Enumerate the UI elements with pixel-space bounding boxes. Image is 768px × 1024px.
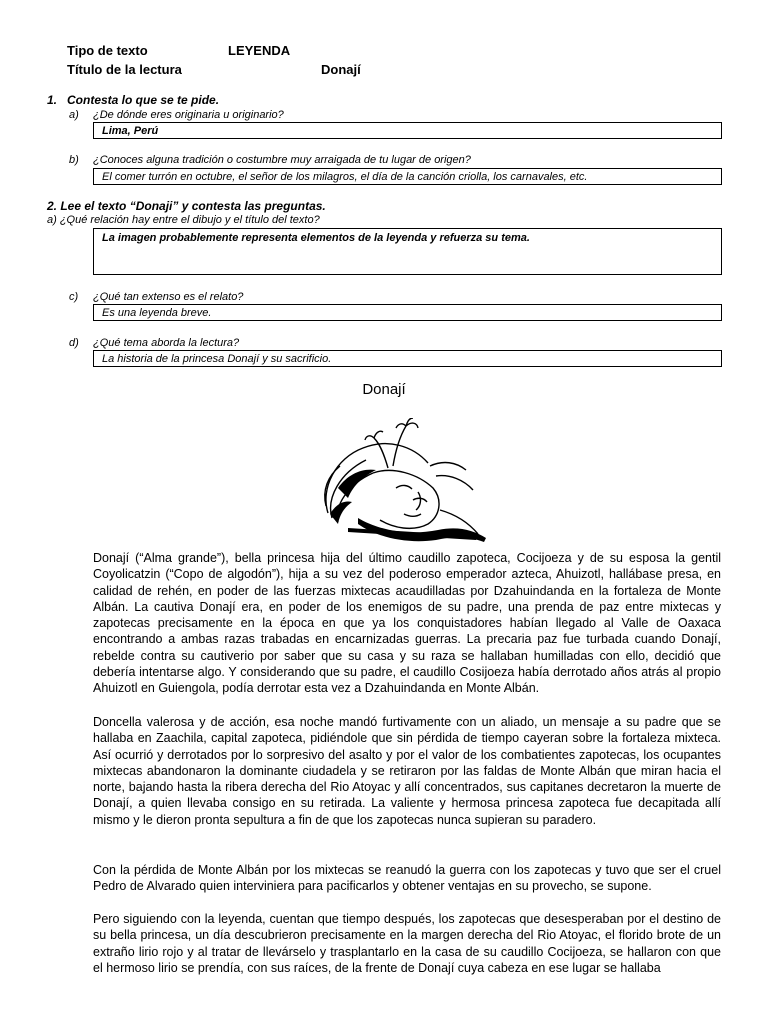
question-c-letter: c) — [69, 291, 79, 303]
donaji-illustration — [318, 418, 493, 548]
section2-heading: 2. Lee el texto “Donaji” y contesta las preguntas. — [47, 199, 326, 213]
answer-d-box[interactable]: La historia de la princesa Donají y su sacrificio. — [93, 350, 722, 367]
answer-a-box[interactable]: Lima, Perú — [93, 122, 722, 139]
section1-heading: Contesta lo que se te pide. — [67, 93, 220, 107]
question-c-text: ¿Qué tan extenso es el relato? — [93, 291, 244, 303]
tipo-value: LEYENDA — [228, 43, 291, 58]
story-title: Donají — [362, 381, 406, 398]
answer-c-box[interactable]: Es una leyenda breve. — [93, 304, 722, 321]
answer-b-box[interactable]: El comer turrón en octubre, el señor de los milagros, el día de la canción criolla, los carnavales, etc. — [93, 168, 722, 185]
titulo-label: Título de la lectura — [67, 62, 182, 77]
question-a-text: ¿De dónde eres originaria u originario? — [93, 109, 284, 121]
answer-2a-box[interactable]: La imagen probablemente representa elementos de la leyenda y refuerza su tema. — [93, 228, 722, 275]
question-a-letter: a) — [69, 109, 79, 121]
section1-number: 1. — [47, 93, 58, 107]
titulo-value: Donají — [321, 62, 361, 77]
story-paragraph-1: Donají (“Alma grande”), bella princesa hija del último caudillo zapoteca, Cocijoeza y de su esposa la gentil Coyolicatzin (“Copo de algodón”), hija a su vez del poderoso emperador azteca, Ahuizotl, hallábase presa, en calidad de rehén, en poder de las fuerzas mixtecas acaudilladas por Dzahuindanda en la fortaleza de Monte Albán. La cautiva Donají era, en poder de los enemigos de su padre, una prenda de paz entre mixtecas y zapotecas precisamente en la época en que ya los conquistadores habían llegado al Valle de Oaxaca encontrando a ambas razas trabadas en encarnizadas guerras. La precaria paz fue turbada cuando Donají, rebelde contra su cautiverio por saber que su casa y su raza se hallaban humilladas con ello, decidió que debería intentarse algo. Y considerando que su padre, el caudillo Cosijoeza había derrotado años atrás al propio Ahuizotl en Guiengola, podía derrotar esta vez a Dzahuindanda en Monte Albán. — [93, 551, 721, 696]
question-2a-text: a) ¿Qué relación hay entre el dibujo y el título del texto? — [47, 214, 320, 226]
tipo-label: Tipo de texto — [67, 43, 148, 58]
story-paragraph-2: Doncella valerosa y de acción, esa noche mandó furtivamente con un aliado, un mensaje a su padre que se hallaba en Zaachila, capital zapoteca, pidiéndole que sin pérdida de tiempo cayeran sobre la fortaleza mixteca. Así ocurrió y derrotados por lo sorpresivo del asalto y por el valor de los combatientes zapotecas, los ocupantes mixtecas abandonaron la dominante ciudadela y se retiraron por las faldas de Monte Albán que miran hacia el norte, bajando hasta la ribera derecha del Rio Atoyac y allí concentrados, sus capitanes decretaron la muerte de Donají, a quien llevaba consigo en su retirada. La valiente y hermosa princesa zapoteca fue decapitada allí mismo y le dieron pronta sepultura a fin de que los zapotecas nunca supieran su paradero. — [93, 715, 721, 827]
story-paragraph-3: Con la pérdida de Monte Albán por los mixtecas se reanudó la guerra con los zapotecas y tuvo que ser el cruel Pedro de Alvarado quien interviniera para pacificarlos y obtener ventajas en su provecho, se supone. — [93, 863, 721, 894]
story-paragraph-4: Pero siguiendo con la leyenda, cuentan que tiempo después, los zapotecas que desesperaban por el destino de su bella princesa, un día descubrieron precisamente en la margen derecha del Rio Atoyac, el florido brote de un extraño lirio rojo y al tratar de llevárselo y trasplantarlo en la casa de su caudillo Cocijoeza, se hallaron con que el hermoso lirio se prendía, con sus raíces, de la frente de Donají cuya cabeza en ese lugar se hallaba — [93, 912, 721, 975]
question-b-text: ¿Conoces alguna tradición o costumbre muy arraigada de tu lugar de origen? — [93, 154, 471, 166]
question-b-letter: b) — [69, 154, 79, 166]
question-d-letter: d) — [69, 337, 79, 349]
question-d-text: ¿Qué tema aborda la lectura? — [93, 337, 240, 349]
